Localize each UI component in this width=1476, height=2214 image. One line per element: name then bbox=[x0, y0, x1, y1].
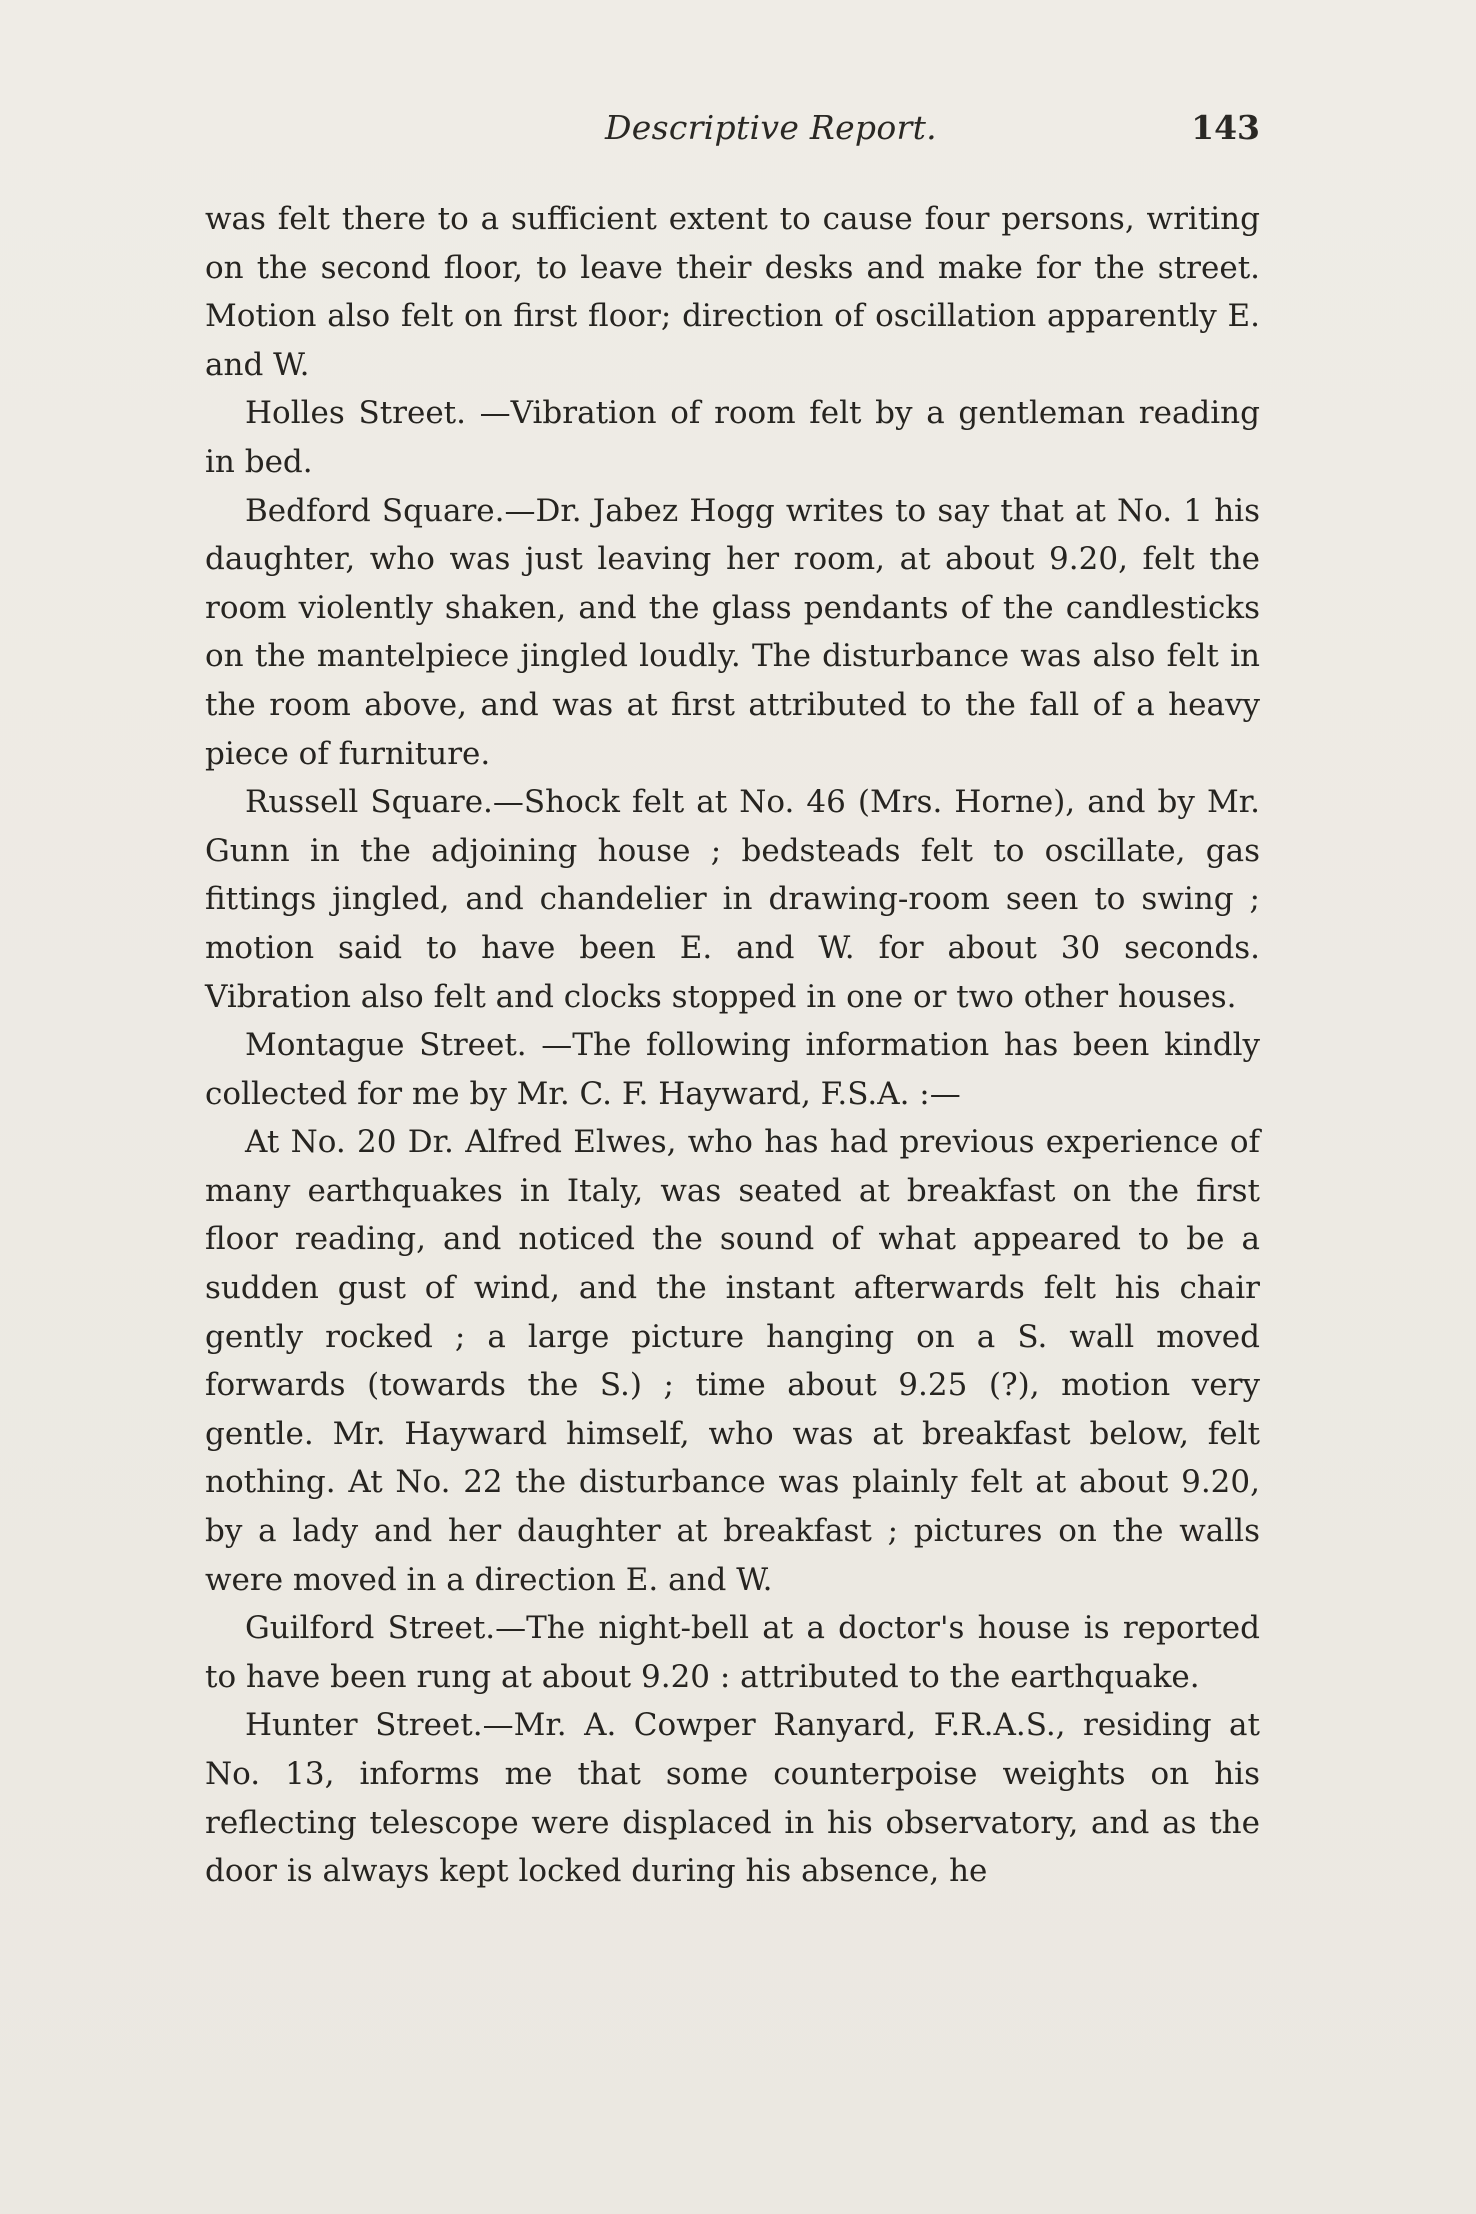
page-header bbox=[205, 108, 1260, 158]
running-head: Descriptive Report. bbox=[605, 108, 937, 147]
page-number: 143 bbox=[1191, 108, 1260, 147]
body-text bbox=[205, 195, 1260, 1896]
paragraph-guilford-street: Guilford Street.—The night-bell at a doctor's house is reported to have been rung at about 9.20 : attributed to the earthquake. bbox=[205, 1610, 1260, 1695]
paragraph-montague-street: Montague Street. —The following information has been kindly collected for me by Mr. C. F. Hayward, F.S.A. :— bbox=[205, 1027, 1260, 1112]
paragraph-no-20: At No. 20 Dr. Alfred Elwes, who has had previous experience of many earthquakes in Italy, was seated at breakfast on the first floor reading, and noticed the sound of what appeared to be a sudden gust of wind, and the instant afterwards felt his chair gently rocked ; a large picture hanging on a S. wall moved forwards (towards the S.) ; time about 9.25 (?), motion very gentle. Mr. Hayward himself, who was at breakfast below, felt nothing. At No. 22 the disturbance was plainly felt at about 9.20, by a lady and her daughter at breakfast ; pictures on the walls were moved in a direction E. and W. bbox=[205, 1124, 1260, 1598]
paragraph-holles-street: Holles Street. —Vibration of room felt by a gentleman reading in bed. bbox=[205, 395, 1260, 480]
paragraph-continuation: was felt there to a sufficient extent to cause four persons, writing on the second floor, to leave their desks and make for the street. Motion also felt on first floor; direction of oscillation apparently E. and W. bbox=[205, 201, 1260, 383]
paragraph-bedford-square: Bedford Square.—Dr. Jabez Hogg writes to say that at No. 1 his daughter, who was just leaving her room, at about 9.20, felt the room violently shaken, and the glass pendants of the candlesticks on the mantelpiece jingled loudly. The disturbance was also felt in the room above, and was at first attributed to the fall of a heavy piece of furniture. bbox=[205, 492, 1260, 772]
paragraph-russell-square: Russell Square.—Shock felt at No. 46 (Mrs. Horne), and by Mr. Gunn in the adjoining house ; bedsteads felt to oscillate, gas fittings jingled, and chandelier in drawing-room seen to swing ; motion said to have been E. and W. for about 30 seconds. Vibration also felt and clocks stopped in one or two other houses. bbox=[205, 784, 1260, 1015]
paragraph-hunter-street: Hunter Street.—Mr. A. Cowper Ranyard, F.R.A.S., residing at No. 13, informs me that some counterpoise weights on his reflecting telescope were displaced in his observatory, and as the door is always kept locked during his absence, he bbox=[205, 1707, 1260, 1890]
